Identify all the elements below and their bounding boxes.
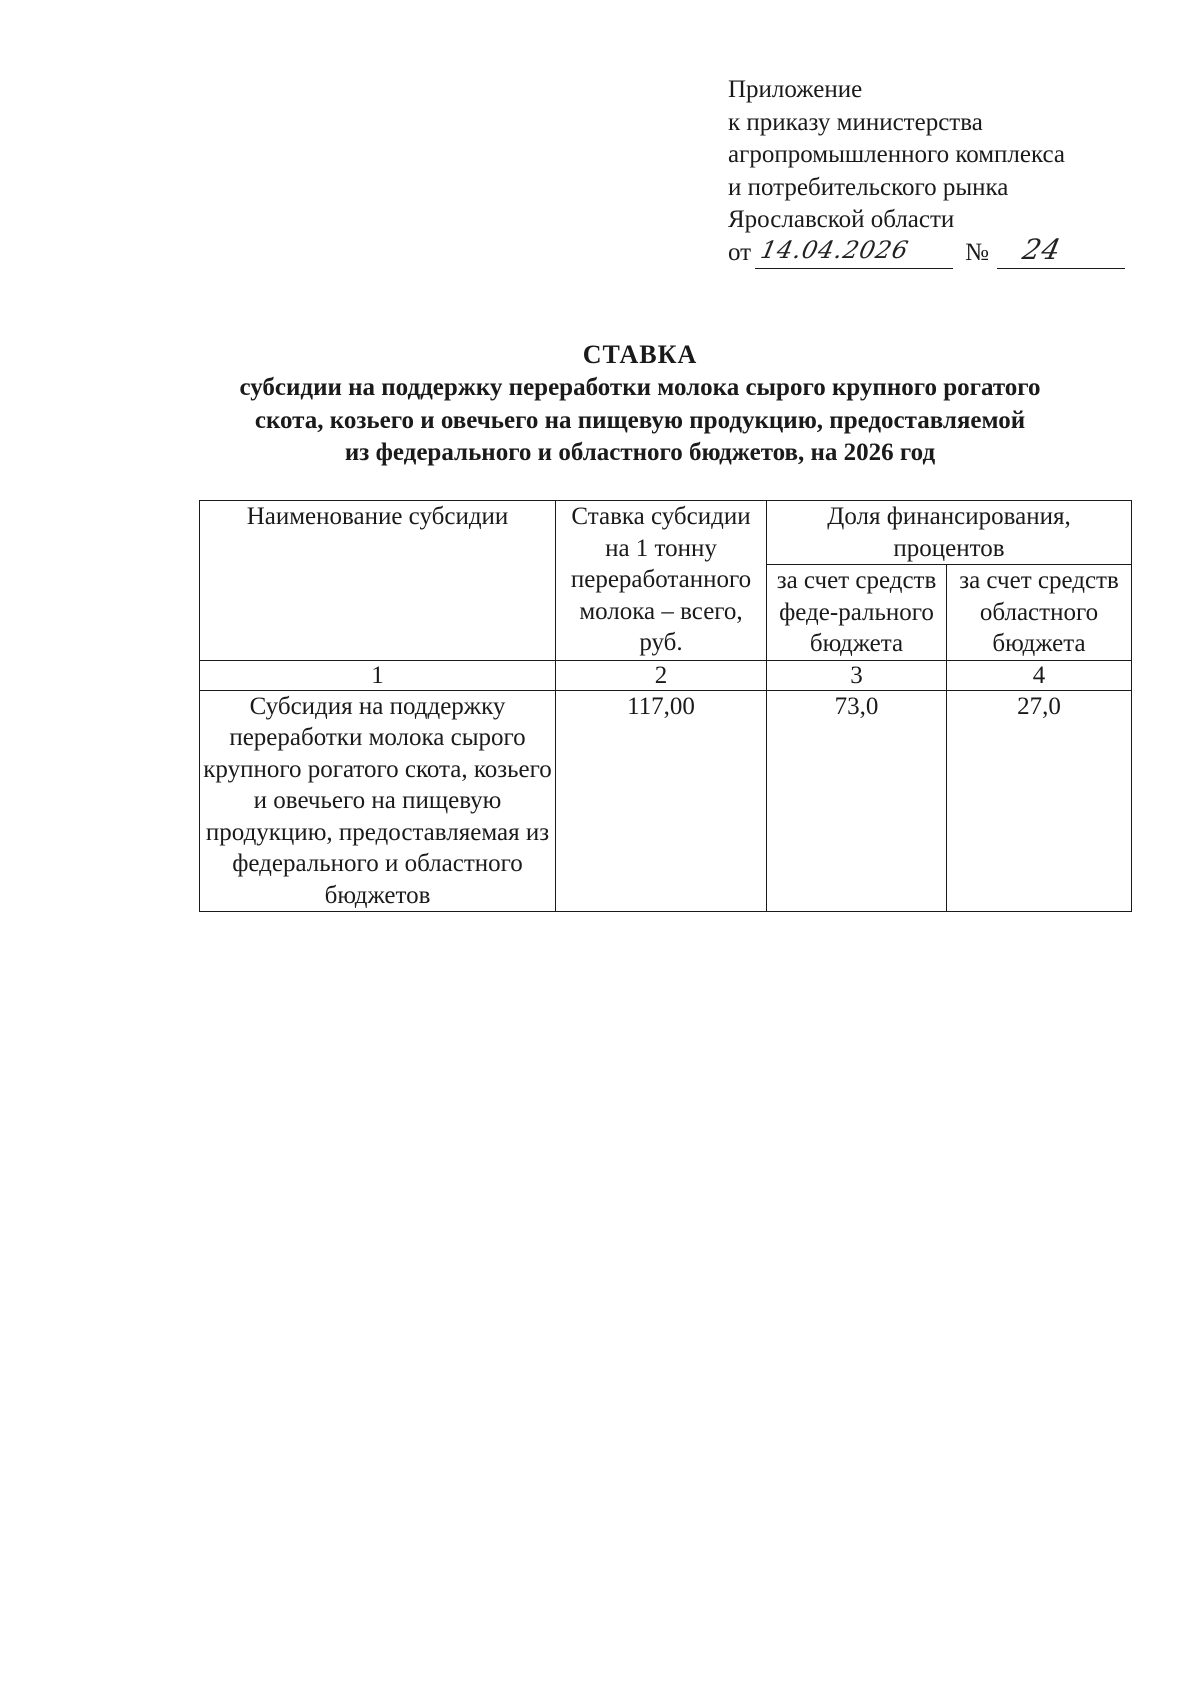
column-number: 4 [947, 660, 1132, 690]
regional-share-cell: 27,0 [947, 690, 1132, 912]
rate-cell: 117,00 [556, 690, 767, 912]
column-numbers-row [200, 660, 1132, 690]
handwritten-date: 14.04.2026 [758, 235, 912, 264]
title-subline: из федерального и областного бюджетов, на 2026 год [344, 439, 936, 466]
appendix-line: Ярославской области [728, 206, 955, 233]
appendix-block [728, 74, 1168, 269]
handwritten-number: 24 [1019, 232, 1065, 266]
header-name: Наименование субсидии [200, 501, 556, 661]
table-row [200, 690, 1132, 912]
appendix-line: Приложение [728, 76, 863, 103]
header-regional: за счет средств областного бюджета [947, 565, 1132, 661]
order-date-number-line [728, 232, 1168, 270]
title-subline: субсидии на поддержку переработки молока сырого крупного рогатого [239, 374, 1041, 401]
subsidy-rate-table [199, 500, 1132, 912]
appendix-line: и потребительского рынка [728, 173, 1009, 201]
appendix-line: агропромышленного комплекса [728, 141, 1066, 168]
from-label: от [728, 238, 752, 266]
subsidy-name-cell: Субсидия на поддержку переработки молока сырого крупного рогатого скота, козьего и овечьего на пищевую продукцию, предоставляемая из федерального и областного бюджетов [200, 690, 556, 912]
column-number: 3 [767, 660, 947, 690]
header-share: Доля финансирования, процентов [767, 501, 1132, 565]
column-number: 2 [556, 660, 767, 690]
appendix-line: к приказу министерства [728, 108, 983, 136]
document-title [150, 338, 1130, 470]
title-subline: скота, козьего и овечьего на пищевую продукцию, предоставляемой [254, 406, 1026, 434]
title-main: СТАВКА [582, 340, 698, 369]
date-field [755, 235, 953, 269]
header-federal: за счет средств феде-рального бюджета [767, 565, 947, 661]
number-label: № [965, 238, 989, 266]
header-rate: Ставка субсидии на 1 тонну переработанного молока – всего, руб. [556, 501, 767, 661]
number-field [997, 232, 1125, 269]
column-number: 1 [200, 660, 556, 690]
federal-share-cell: 73,0 [767, 690, 947, 912]
table-header-row [200, 501, 1132, 565]
